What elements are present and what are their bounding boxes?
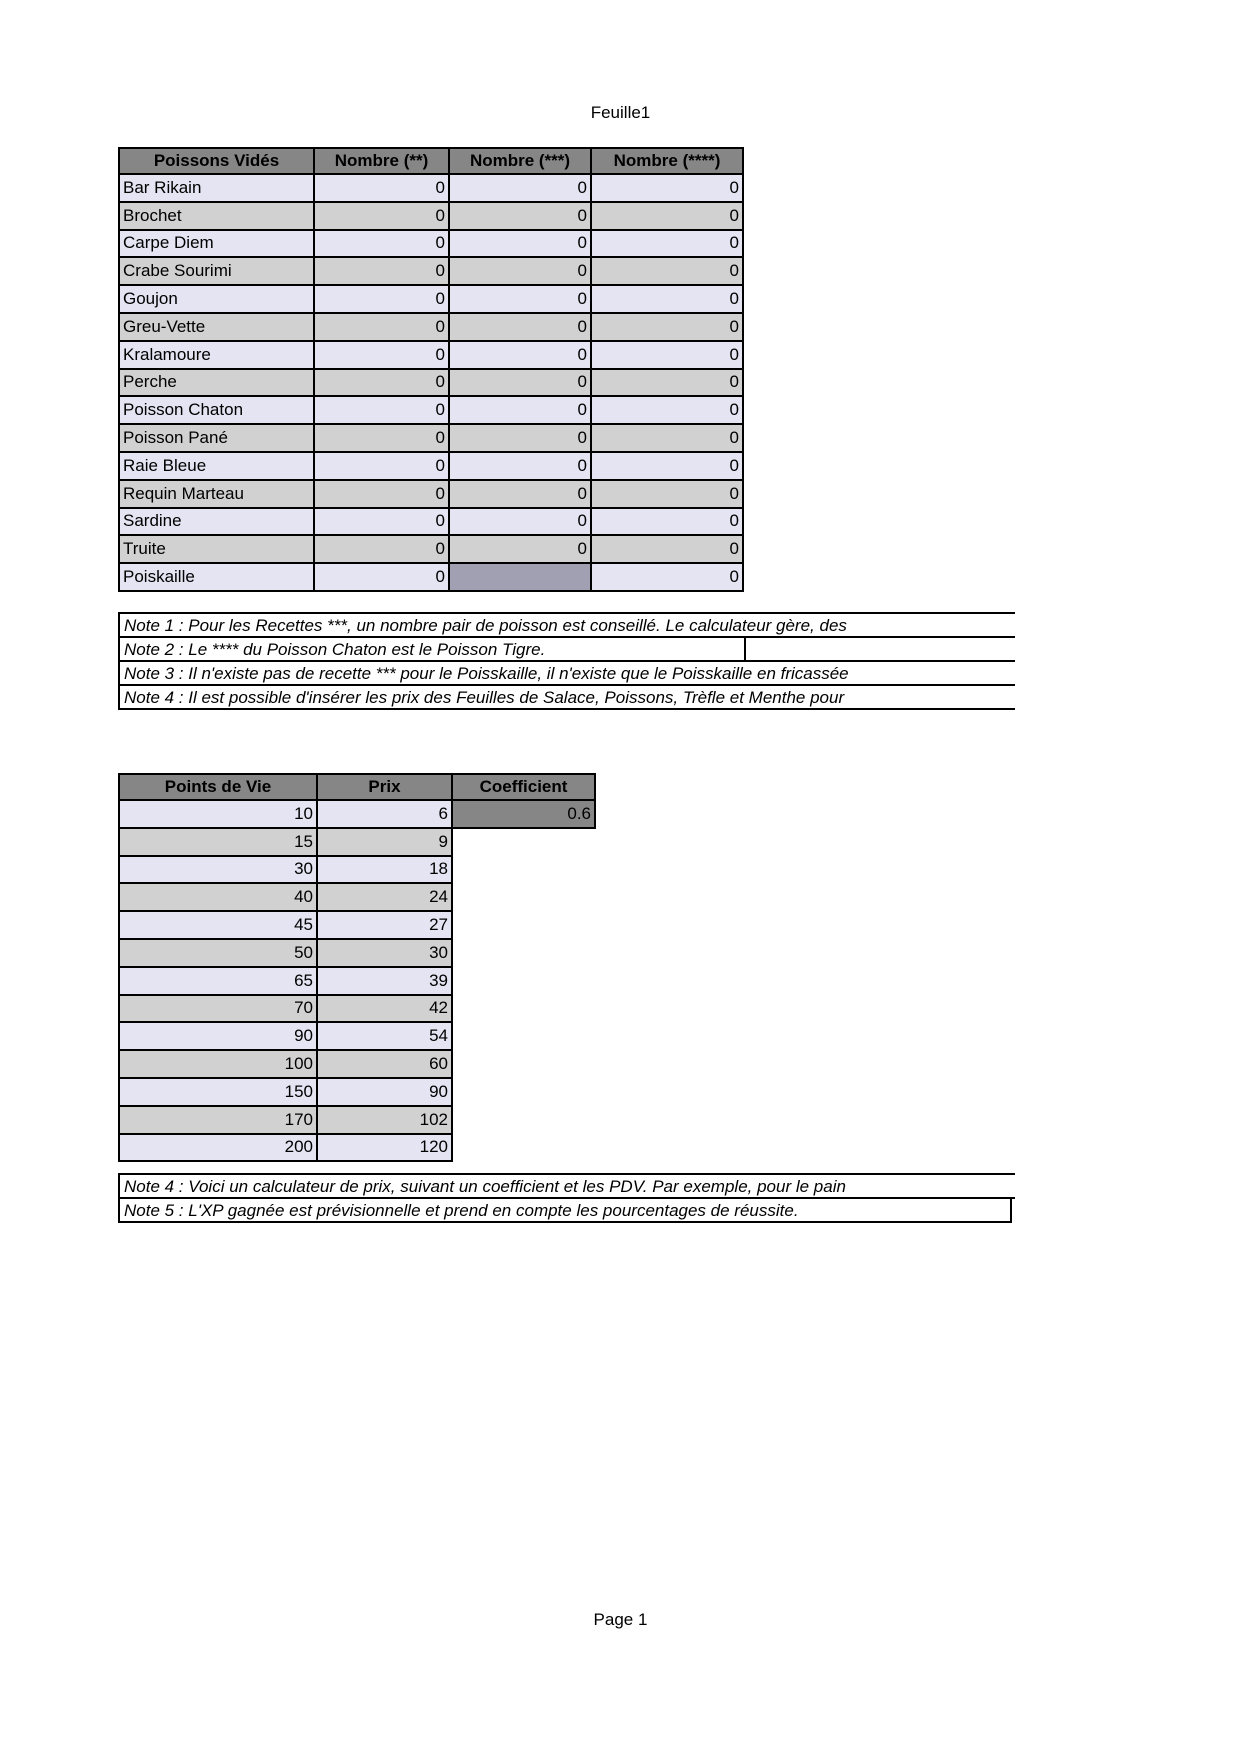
fish-count-4-cell: 0 (591, 508, 743, 536)
points-de-vie-cell: 90 (119, 1022, 317, 1050)
fish-count-3-cell: 0 (449, 202, 591, 230)
prix-cell: 30 (317, 939, 452, 967)
price-table-header (119, 774, 595, 800)
fish-count-3-cell: 0 (449, 230, 591, 258)
empty-cell (452, 939, 595, 967)
points-de-vie-cell: 150 (119, 1078, 317, 1106)
fish-count-2-cell: 0 (314, 202, 449, 230)
prix-cell: 18 (317, 856, 452, 884)
fish-count-3-blocked-cell (449, 563, 591, 591)
fish-col-header-poissons-vides: Poissons Vidés (119, 148, 314, 174)
fish-col-header-nombre-2: Nombre (**) (314, 148, 449, 174)
price-table-row (119, 883, 595, 911)
points-de-vie-cell: 170 (119, 1106, 317, 1134)
empty-cell (452, 1078, 595, 1106)
fish-name-cell: Bar Rikain (119, 174, 314, 202)
coefficient-value-cell: 0.6 (452, 800, 595, 828)
fish-count-3-cell: 0 (449, 285, 591, 313)
price-table-row (119, 967, 595, 995)
fish-count-4-cell: 0 (591, 369, 743, 397)
price-table-row (119, 828, 595, 856)
fish-count-4-cell: 0 (591, 396, 743, 424)
prix-cell: 90 (317, 1078, 452, 1106)
fish-name-cell: Goujon (119, 285, 314, 313)
notes-bottom (118, 1173, 1015, 1223)
fish-count-4-cell: 0 (591, 563, 743, 591)
note-top-1: Note 1 : Pour les Recettes ***, un nombre pair de poisson est conseillé. Le calculateur gère, des (118, 612, 1015, 638)
fish-table-row (119, 202, 743, 230)
fish-table-body (119, 174, 743, 591)
points-de-vie-cell: 200 (119, 1134, 317, 1162)
prix-cell: 60 (317, 1050, 452, 1078)
fish-count-3-cell: 0 (449, 424, 591, 452)
fish-name-cell: Sardine (119, 508, 314, 536)
price-table-row (119, 800, 595, 828)
fish-col-header-nombre-3: Nombre (***) (449, 148, 591, 174)
empty-cell (452, 1134, 595, 1162)
points-de-vie-cell: 30 (119, 856, 317, 884)
price-table-row (119, 1022, 595, 1050)
empty-cell (452, 967, 595, 995)
fish-count-2-cell: 0 (314, 230, 449, 258)
fish-name-cell: Brochet (119, 202, 314, 230)
fish-table-row (119, 480, 743, 508)
points-de-vie-cell: 65 (119, 967, 317, 995)
fish-name-cell: Raie Bleue (119, 452, 314, 480)
price-col-header-coefficient: Coefficient (452, 774, 595, 800)
prix-cell: 42 (317, 995, 452, 1023)
fish-name-cell: Crabe Sourimi (119, 257, 314, 285)
empty-cell (452, 1106, 595, 1134)
fish-name-cell: Poisson Chaton (119, 396, 314, 424)
fish-table-row (119, 341, 743, 369)
fish-count-2-cell: 0 (314, 508, 449, 536)
fish-count-4-cell: 0 (591, 452, 743, 480)
price-table-row (119, 939, 595, 967)
fish-count-3-cell: 0 (449, 369, 591, 397)
price-table-header-row (119, 774, 595, 800)
fish-count-4-cell: 0 (591, 313, 743, 341)
note-bottom-2: Note 5 : L'XP gagnée est prévisionnelle et prend en compte les pourcentages de réussite. (118, 1197, 1012, 1223)
note-top-3: Note 3 : Il n'existe pas de recette *** pour le Poisskaille, il n'existe que le Poisskaille en fricassée (118, 660, 1015, 686)
fish-count-3-cell: 0 (449, 257, 591, 285)
fish-table-row (119, 369, 743, 397)
fish-table-row (119, 257, 743, 285)
fish-count-3-cell: 0 (449, 480, 591, 508)
price-table-row (119, 1106, 595, 1134)
price-table-row (119, 856, 595, 884)
fish-count-2-cell: 0 (314, 535, 449, 563)
fish-count-3-cell: 0 (449, 396, 591, 424)
prix-cell: 102 (317, 1106, 452, 1134)
price-table-row (119, 1050, 595, 1078)
fish-count-3-cell: 0 (449, 535, 591, 563)
empty-cell (452, 883, 595, 911)
fish-table-row (119, 452, 743, 480)
fish-count-4-cell: 0 (591, 202, 743, 230)
points-de-vie-cell: 40 (119, 883, 317, 911)
fish-count-3-cell: 0 (449, 313, 591, 341)
fish-name-cell: Poiskaille (119, 563, 314, 591)
sheet-title: Feuille1 (590, 103, 651, 122)
price-table-row (119, 1134, 595, 1162)
points-de-vie-cell: 100 (119, 1050, 317, 1078)
price-table-body (119, 800, 595, 1161)
fish-name-cell: Truite (119, 535, 314, 563)
fish-count-4-cell: 0 (591, 174, 743, 202)
fish-count-4-cell: 0 (591, 424, 743, 452)
fish-count-2-cell: 0 (314, 369, 449, 397)
fish-count-4-cell: 0 (591, 535, 743, 563)
fish-count-2-cell: 0 (314, 341, 449, 369)
prix-cell: 6 (317, 800, 452, 828)
fish-name-cell: Poisson Pané (119, 424, 314, 452)
fish-table-header-row (119, 148, 743, 174)
price-col-header-points-de-vie: Points de Vie (119, 774, 317, 800)
empty-cell (452, 1022, 595, 1050)
prix-cell: 24 (317, 883, 452, 911)
fish-name-cell: Carpe Diem (119, 230, 314, 258)
fish-table-row (119, 563, 743, 591)
fish-name-cell: Kralamoure (119, 341, 314, 369)
fish-count-2-cell: 0 (314, 313, 449, 341)
page-number: Page 1 (593, 1610, 648, 1629)
fish-count-3-cell: 0 (449, 508, 591, 536)
fish-count-2-cell: 0 (314, 452, 449, 480)
empty-cell (452, 995, 595, 1023)
prix-cell: 39 (317, 967, 452, 995)
fish-table-row (119, 396, 743, 424)
points-de-vie-cell: 15 (119, 828, 317, 856)
fish-count-2-cell: 0 (314, 563, 449, 591)
fish-table-row (119, 285, 743, 313)
price-table-row (119, 1078, 595, 1106)
fish-name-cell: Requin Marteau (119, 480, 314, 508)
fish-count-4-cell: 0 (591, 257, 743, 285)
price-table-row (119, 995, 595, 1023)
fish-col-header-nombre-4: Nombre (****) (591, 148, 743, 174)
note-bottom-1: Note 4 : Voici un calculateur de prix, suivant un coefficient et les PDV. Par exemple, pour le pain (118, 1173, 1015, 1199)
fish-count-2-cell: 0 (314, 257, 449, 285)
fish-table-row (119, 174, 743, 202)
fish-name-cell: Perche (119, 369, 314, 397)
notes-top (118, 612, 1015, 710)
fish-count-2-cell: 0 (314, 174, 449, 202)
price-col-header-prix: Prix (317, 774, 452, 800)
empty-cell (452, 856, 595, 884)
empty-cell (452, 911, 595, 939)
prix-cell: 9 (317, 828, 452, 856)
fish-table (118, 147, 744, 592)
fish-table-header (119, 148, 743, 174)
fish-count-2-cell: 0 (314, 424, 449, 452)
fish-count-4-cell: 0 (591, 480, 743, 508)
fish-name-cell: Greu-Vette (119, 313, 314, 341)
note-top-4: Note 4 : Il est possible d'insérer les prix des Feuilles de Salace, Poissons, Trèfle et Menthe pour (118, 684, 1015, 710)
empty-cell (452, 828, 595, 856)
fish-table-row (119, 508, 743, 536)
fish-count-4-cell: 0 (591, 341, 743, 369)
fish-count-3-cell: 0 (449, 452, 591, 480)
prix-cell: 27 (317, 911, 452, 939)
prix-cell: 120 (317, 1134, 452, 1162)
fish-count-3-cell: 0 (449, 341, 591, 369)
price-table-row (119, 911, 595, 939)
note-top-2: Note 2 : Le **** du Poisson Chaton est le Poisson Tigre. (118, 636, 746, 662)
fish-count-4-cell: 0 (591, 230, 743, 258)
points-de-vie-cell: 45 (119, 911, 317, 939)
points-de-vie-cell: 50 (119, 939, 317, 967)
fish-table-row (119, 313, 743, 341)
fish-count-2-cell: 0 (314, 480, 449, 508)
fish-count-2-cell: 0 (314, 285, 449, 313)
price-table (118, 773, 596, 1162)
fish-table-row (119, 424, 743, 452)
empty-cell (452, 1050, 595, 1078)
fish-count-4-cell: 0 (591, 285, 743, 313)
fish-table-row (119, 230, 743, 258)
fish-count-2-cell: 0 (314, 396, 449, 424)
fish-count-3-cell: 0 (449, 174, 591, 202)
fish-table-row (119, 535, 743, 563)
prix-cell: 54 (317, 1022, 452, 1050)
points-de-vie-cell: 10 (119, 800, 317, 828)
points-de-vie-cell: 70 (119, 995, 317, 1023)
